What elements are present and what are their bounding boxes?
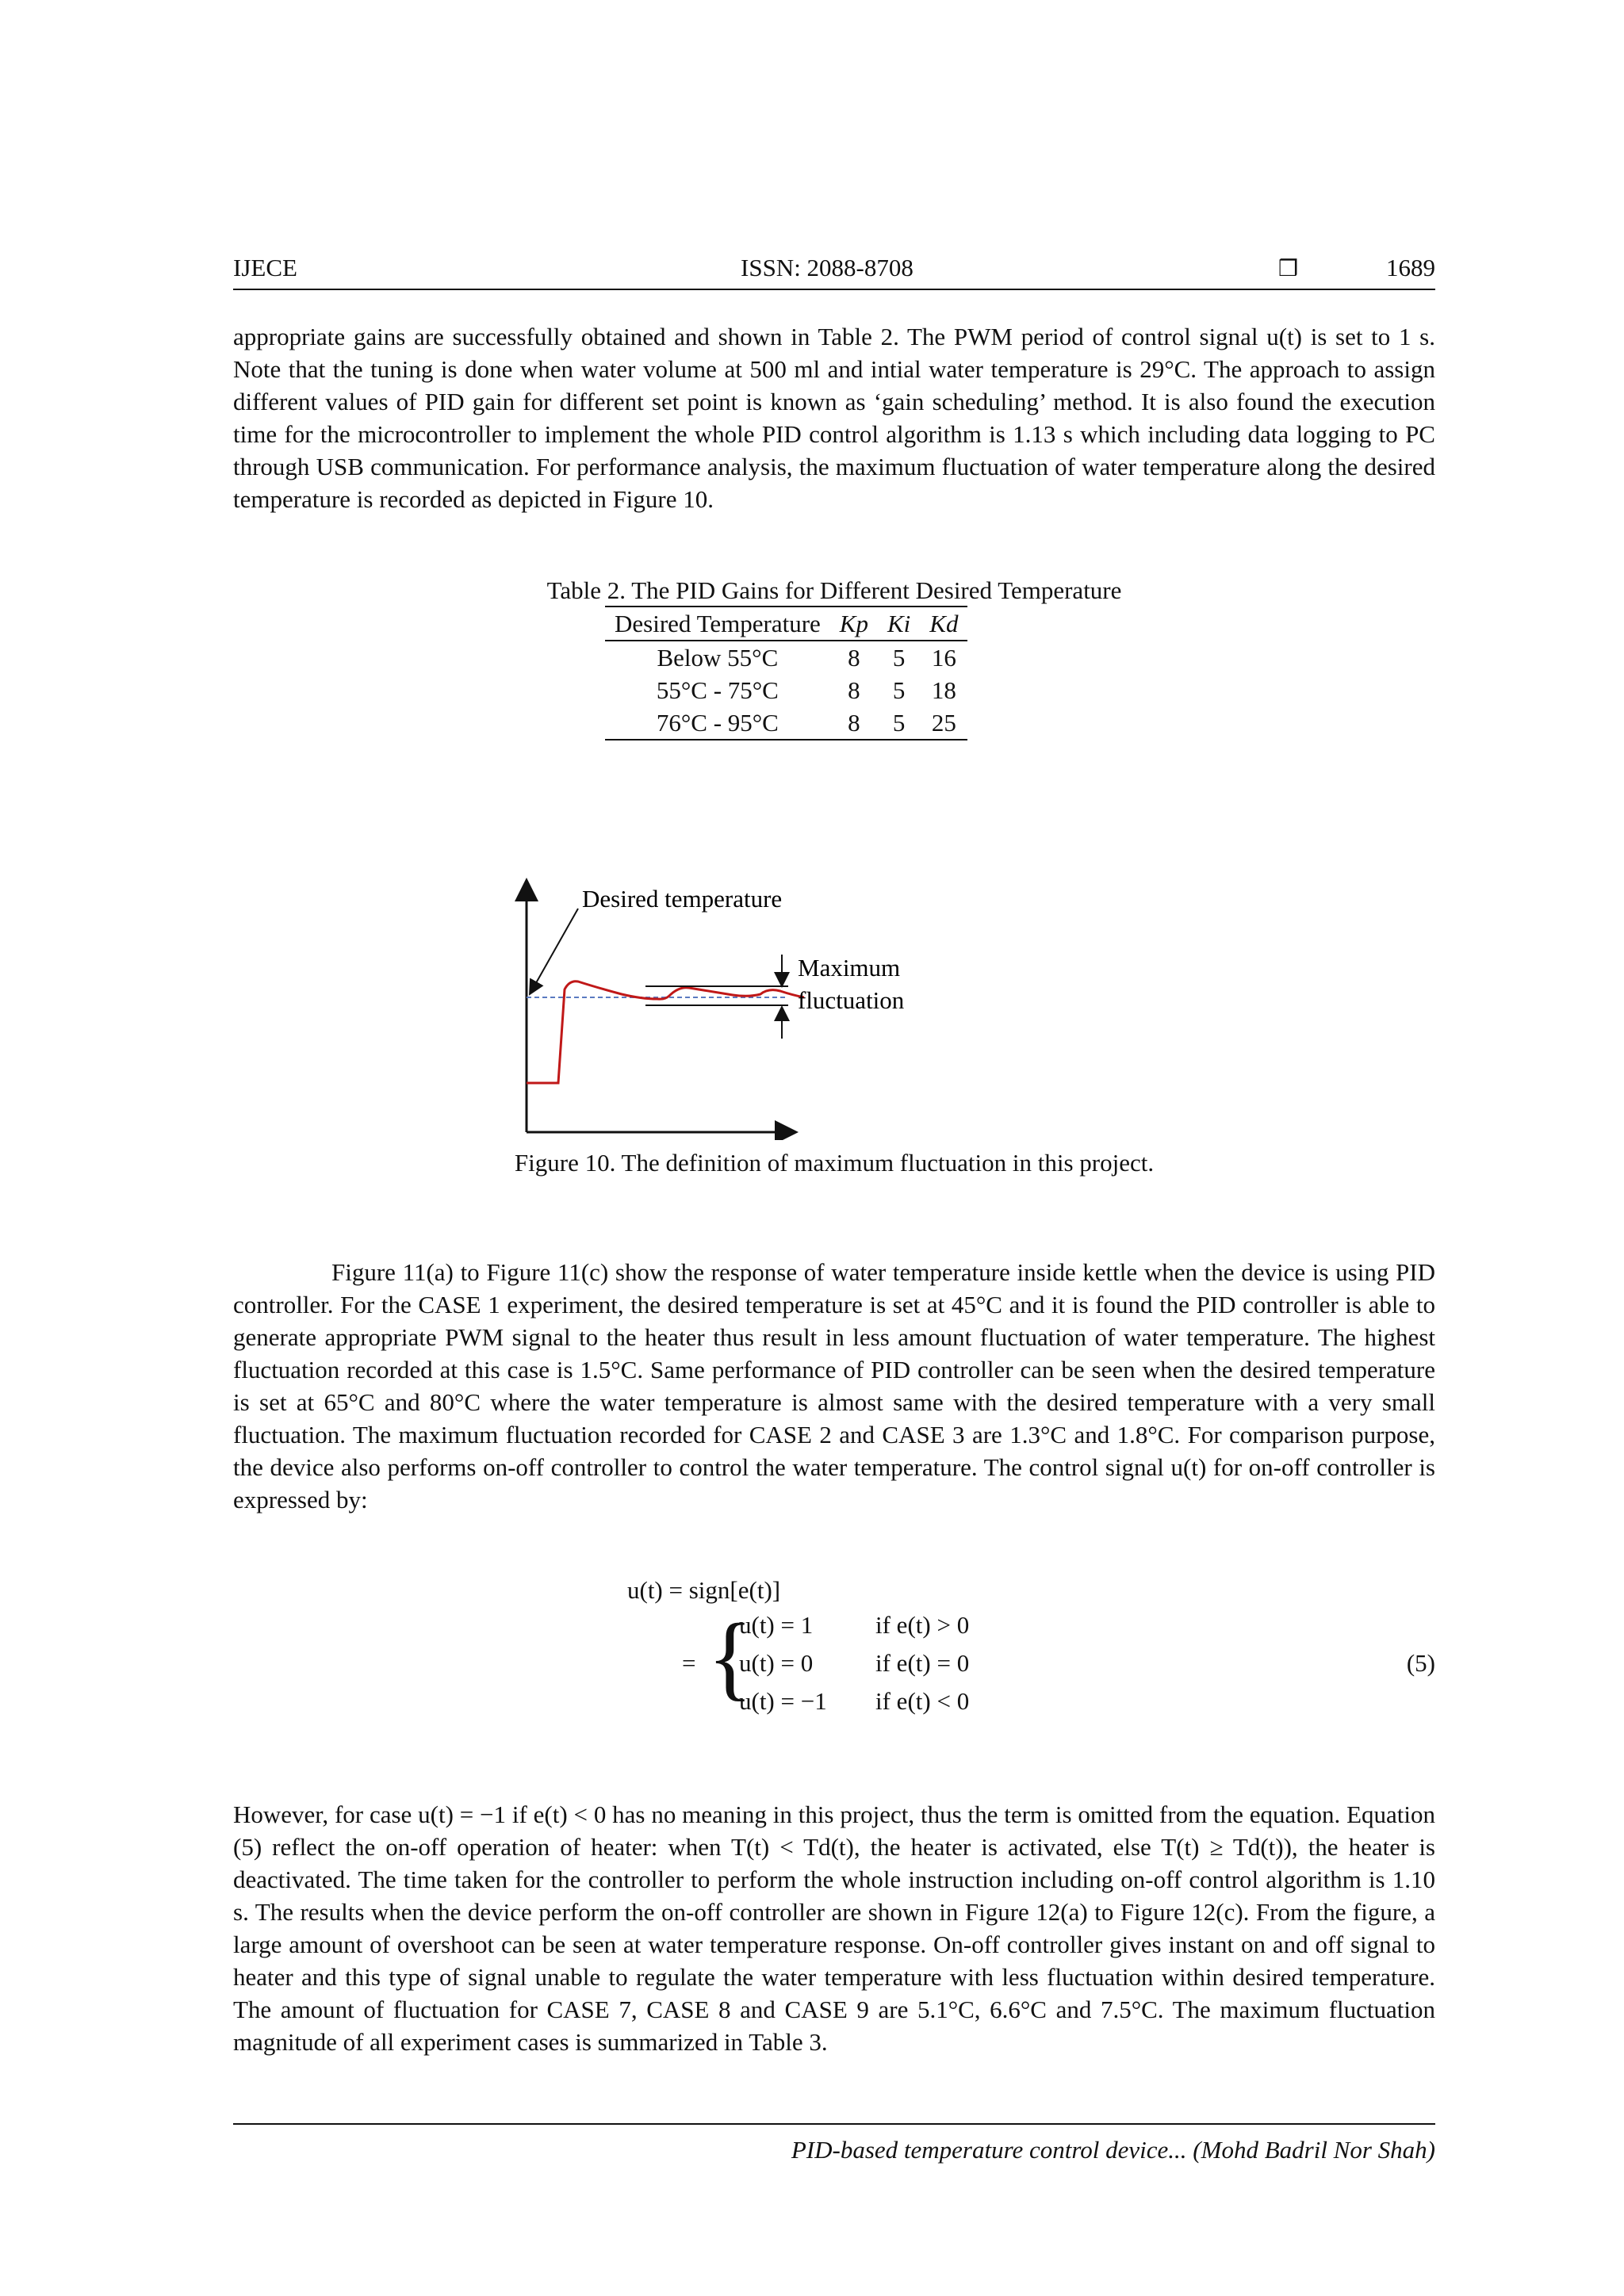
condition-3: if e(t) < 0	[875, 1687, 970, 1715]
condition-2: if e(t) = 0	[875, 1649, 970, 1677]
equation-number: (5)	[1406, 1649, 1435, 1677]
header-kd: Kd	[929, 610, 959, 637]
paragraph-1	[233, 320, 1435, 515]
header-desired-temperature: Desired Temperature	[615, 610, 821, 637]
box-icon: ❒	[1278, 255, 1299, 281]
table-row	[605, 706, 967, 740]
cell-kd: 25	[931, 709, 956, 737]
page-footer	[233, 2123, 1435, 2164]
cell-range: Below 55°C	[657, 644, 779, 672]
cell-ki: 5	[892, 676, 906, 704]
header-kp: Kp	[839, 610, 868, 637]
cell-kd: 16	[931, 644, 956, 672]
cell-range: 76°C - 95°C	[656, 709, 779, 737]
table-caption: Table 2. The PID Gains for Different Desired Temperature	[546, 576, 1122, 604]
paragraph-2-text: Figure 11(a) to Figure 11(c) show the response of water temperature inside kettle when the device is using PID controller. For the CASE 1 experiment, the desired temperature is set at 45°C and it is found the PID controller is able to generate appropriate PWM signal to the heater thus result in less amount fluctuation of water temperature. The highest fluctuation recorded at this case is 1.5°C. Same performance of PID controller can be seen when the desired temperature is set at 65°C and 80°C where the water temperature is almost same with the desired temperature with a very small fluctuation. The maximum fluctuation recorded for CASE 2 and CASE 3 are 1.3°C and 1.8°C. For comparison purpose, the device also performs on-off controller to control the water temperature. The control signal u(t) for on-off controller is expressed by:	[233, 1258, 1435, 1513]
table-row	[605, 641, 967, 674]
header-ki: Ki	[887, 610, 911, 637]
paragraph-3	[233, 1798, 1435, 2058]
label-desired-temperature: Desired temperature	[582, 885, 783, 913]
left-brace: {	[707, 1604, 753, 1709]
label-maximum: Maximum	[798, 954, 901, 982]
equation-equals: =	[682, 1649, 696, 1677]
table-header-row	[605, 607, 967, 641]
equation-line-0: u(t) = sign[e(t)]	[627, 1576, 781, 1604]
figure-10-caption: Figure 10. The definition of maximum fluctuation in this project.	[514, 1149, 1155, 1177]
footer-running-title: PID-based temperature control device... (Mohd Badril Nor Shah)	[791, 2136, 1435, 2164]
cell-ki: 5	[892, 644, 906, 672]
paragraph-3-text: However, for case u(t) = −1 if e(t) < 0 has no meaning in this project, thus the term is omitted from the equation. Equation (5) reflect the on-off operation of heater: when T(t) < Td(t), the heater is activated, else T(t) ≥ Td(t)), the heater is deactivated. The time taken for the controller to perform the whole instruction including on-off control algorithm is 1.10 s. The results when the device perform the on-off controller are shown in Figure 12(a) to Figure 12(c). From the figure, a large amount of overshoot can be seen at water temperature response. On-off controller gives instant on and off signal to heater and this type of signal unable to regulate the water temperature with less fluctuation within desired temperature. The amount of fluctuation for CASE 7, CASE 8 and CASE 9 are 5.1°C, 6.6°C and 7.5°C. The maximum fluctuation magnitude of all experiment cases is summarized in Table 3.	[233, 1800, 1435, 2056]
cell-ki: 5	[892, 709, 906, 737]
figure-10-diagram	[471, 871, 1185, 1140]
table-2	[233, 576, 1435, 740]
table-row	[605, 674, 967, 706]
paragraph-2	[233, 1256, 1435, 1516]
temperature-response-curve	[527, 982, 804, 1083]
cell-kp: 8	[848, 676, 860, 704]
case-2: u(t) = 0	[739, 1649, 814, 1677]
paragraph-1-text: appropriate gains are successfully obtained and shown in Table 2. The PWM period of control signal u(t) is set to 1 s. Note that the tuning is done when water volume at 500 ml and intial water temperature is 29°C. The approach to assign different values of PID gain for different set point is known as ‘gain scheduling’ method. It is also found the execution time for the microcontroller to implement the whole PID control algorithm is 1.13 s which including data logging to PC through USB communication. For performance analysis, the maximum fluctuation of water temperature along the desired temperature is recorded as depicted in Figure 10.	[233, 323, 1435, 513]
pid-gains-table	[605, 606, 967, 740]
cell-kp: 8	[848, 709, 860, 737]
case-1: u(t) = 1	[739, 1611, 814, 1639]
cell-range: 55°C - 75°C	[656, 676, 779, 704]
condition-1: if e(t) > 0	[875, 1611, 970, 1639]
journal-name: IJECE	[233, 254, 297, 281]
case-3: u(t) = −1	[739, 1687, 827, 1715]
page-header	[233, 252, 1435, 290]
page-number: 1689	[1386, 254, 1435, 281]
cell-kd: 18	[931, 676, 956, 704]
equation-5	[233, 1576, 1435, 1766]
label-fluctuation: fluctuation	[798, 986, 905, 1014]
issn: ISSN: 2088-8708	[741, 254, 914, 281]
cell-kp: 8	[848, 644, 860, 672]
